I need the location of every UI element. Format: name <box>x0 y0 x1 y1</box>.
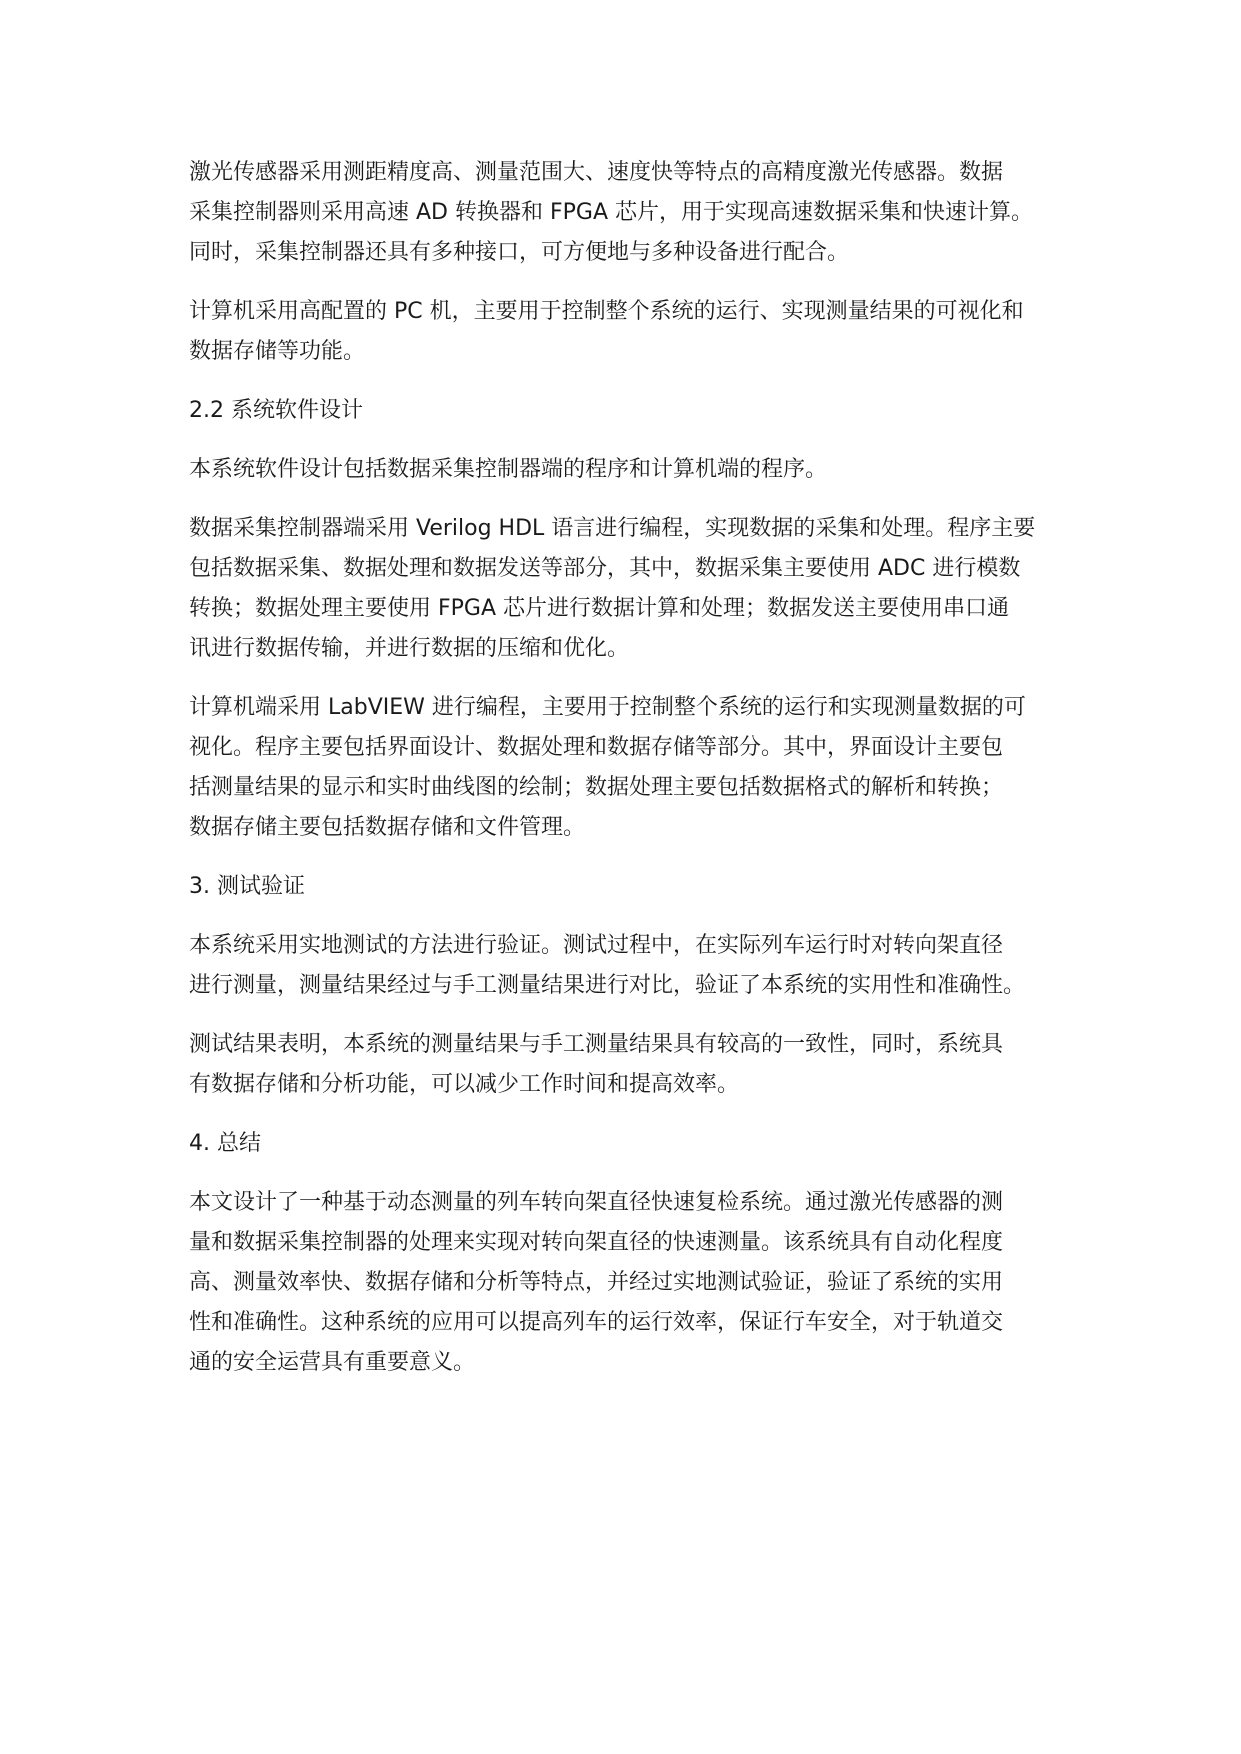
paragraph-computer-software <box>189 688 1069 848</box>
text-line: 进行测量，测量结果经过与手工测量结果进行对比，验证了本系统的实用性和准确性。 <box>189 973 1026 998</box>
text-line: 数据存储等功能。 <box>189 339 366 364</box>
section-heading-test-verification <box>189 867 1069 907</box>
paragraph-computer-hardware <box>189 292 1069 372</box>
text-line: 量和数据采集控制器的处理来实现对转向架直径的快速测量。该系统具有自动化程度 <box>189 1230 1004 1255</box>
paragraph-sensor-hardware <box>189 153 1069 273</box>
text-line: 计算机端采用 LabVIEW 进行编程，主要用于控制整个系统的运行和实现测量数据的可 <box>189 695 1026 720</box>
text-line: 通的安全运营具有重要意义。 <box>189 1350 476 1375</box>
paragraph-summary <box>189 1183 1069 1383</box>
text-line: 性和准确性。这种系统的应用可以提高列车的运行效率，保证行车安全，对于轨道交 <box>189 1310 1004 1335</box>
text-line: 测试结果表明，本系统的测量结果与手工测量结果具有较高的一致性，同时，系统具 <box>189 1032 1004 1057</box>
text-line: 同时，采集控制器还具有多种接口，可方便地与多种设备进行配合。 <box>189 240 850 265</box>
text-line: 计算机采用高配置的 PC 机，主要用于控制整个系统的运行、实现测量结果的可视化和 <box>189 299 1024 324</box>
text-line: 有数据存储和分析功能，可以减少工作时间和提高效率。 <box>189 1072 740 1097</box>
text-line: 视化。程序主要包括界面设计、数据处理和数据存储等部分。其中，界面设计主要包 <box>189 735 1004 760</box>
text-line: 高、测量效率快、数据存储和分析等特点，并经过实地测试验证，验证了系统的实用 <box>189 1270 1004 1295</box>
heading-text: 4. 总结 <box>189 1131 261 1156</box>
paragraph-test-results <box>189 1025 1069 1105</box>
text-line: 数据采集控制器端采用 Verilog HDL 语言进行编程，实现数据的采集和处理。程序主要 <box>189 516 1036 541</box>
heading-text: 2.2 系统软件设计 <box>189 398 363 423</box>
text-line: 采集控制器则采用高速 AD 转换器和 FPGA 芯片，用于实现高速数据采集和快速计算。 <box>189 200 1033 225</box>
text-line: 本系统采用实地测试的方法进行验证。测试过程中，在实际列车运行时对转向架直径 <box>189 933 1004 958</box>
text-line: 括测量结果的显示和实时曲线图的绘制；数据处理主要包括数据格式的解析和转换； <box>189 775 1004 800</box>
text-line: 数据存储主要包括数据存储和文件管理。 <box>189 815 586 840</box>
section-heading-summary <box>189 1124 1069 1164</box>
text-line: 本文设计了一种基于动态测量的列车转向架直径快速复检系统。通过激光传感器的测 <box>189 1190 1004 1215</box>
text-line: 转换；数据处理主要使用 FPGA 芯片进行数据计算和处理；数据发送主要使用串口通 <box>189 596 1010 621</box>
paragraph-software-overview <box>189 450 1069 490</box>
text-line: 包括数据采集、数据处理和数据发送等部分，其中，数据采集主要使用 ADC 进行模数 <box>189 556 1021 581</box>
paragraph-test-method <box>189 926 1069 1006</box>
heading-text: 3. 测试验证 <box>189 874 305 899</box>
section-heading-software-design <box>189 391 1069 431</box>
paragraph-controller-software <box>189 509 1069 669</box>
text-line: 激光传感器采用测距精度高、测量范围大、速度快等特点的高精度激光传感器。数据 <box>189 160 1004 185</box>
text-line: 本系统软件设计包括数据采集控制器端的程序和计算机端的程序。 <box>189 457 828 482</box>
document-body <box>189 153 1069 1402</box>
text-line: 讯进行数据传输，并进行数据的压缩和优化。 <box>189 636 630 661</box>
